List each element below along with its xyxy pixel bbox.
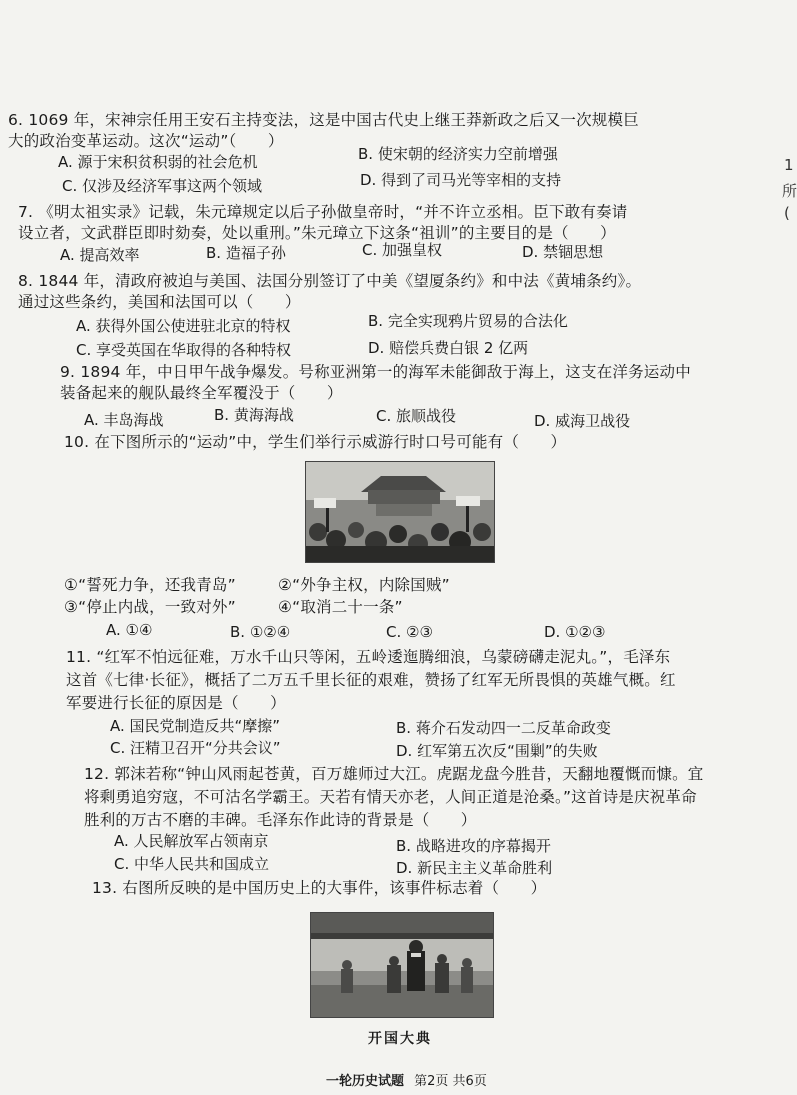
option-c: C. 仅涉及经济军事这两个领域 — [62, 177, 263, 195]
option-d: D. 威海卫战役 — [534, 412, 631, 430]
option-b: B. ①②④ — [230, 623, 291, 641]
question-stem: 9. 1894 年，中日甲午战争爆发。号称亚洲第一的海军未能御敌于海上，这支在洋务运动中 — [60, 363, 691, 381]
option-a: A. ①④ — [106, 621, 153, 639]
option-a: A. 源于宋积贫积弱的社会危机 — [58, 153, 258, 171]
page-number: 第2页 共6页 — [414, 1074, 487, 1089]
question-stem: 6. 1069 年，宋神宗任用王安石主持变法，这是中国古代史上继王莽新政之后又一次规模巨 — [8, 111, 639, 129]
option-a: A. 获得外国公使进驻北京的特权 — [76, 317, 291, 335]
option-a: A. 国民党制造反共“摩擦” — [110, 717, 281, 735]
question-stem: 12. 郭沫若称“钟山风雨起苍黄，百万雄师过大江。虎踞龙盘今胜昔，天翻地覆慨而慷。宜 — [84, 765, 704, 783]
option-d: D. 红军第五次反“围剿”的失败 — [396, 742, 598, 760]
option-b: B. 蒋介石发动四一二反革命政变 — [396, 719, 611, 737]
option-c: C. ②③ — [386, 623, 433, 641]
option-a: A. 提高效率 — [60, 246, 140, 264]
question-stem: 装备起来的舰队最终全军覆没于（ ） — [60, 384, 343, 402]
option-d: D. 禁锢思想 — [522, 243, 604, 261]
margin-char: 1 — [784, 156, 794, 174]
ceremony-photo-drawing — [311, 913, 493, 1017]
option-b: B. 战略进攻的序幕揭开 — [396, 837, 551, 855]
option-b: B. 黄海海战 — [214, 406, 294, 424]
option-a: A. 丰岛海战 — [84, 411, 164, 429]
option-d: D. 新民主主义革命胜利 — [396, 859, 553, 877]
question-stem: 10. 在下图所示的“运动”中，学生们举行示威游行时口号可能有（ ） — [64, 433, 567, 451]
option-b: B. 完全实现鸦片贸易的合法化 — [368, 312, 568, 330]
photo-caption: 开国大典 — [368, 1031, 432, 1047]
question-stem: 军要进行长征的原因是（ ） — [66, 694, 286, 712]
option-d: D. 赔偿兵费白银 2 亿两 — [368, 339, 529, 357]
statement-2: ②“外争主权，内除国贼” — [278, 576, 450, 594]
option-c: C. 享受英国在华取得的各种特权 — [76, 341, 292, 359]
question-stem: 13. 右图所反映的是中国历史上的大事件，该事件标志着（ ） — [92, 879, 547, 897]
exam-title: 一轮历史试题 — [326, 1074, 405, 1089]
question-stem: 11. “红军不怕远征难，万水千山只等闲，五岭逶迤腾细浪，乌蒙磅礴走泥丸。”，毛泽东 — [66, 648, 671, 666]
question-stem: 将剩勇追穷寇，不可沽名学霸王。天若有情天亦老，人间正道是沧桑。”这首诗是庆祝革命 — [84, 788, 697, 806]
question-stem: 大的政治变革运动。这次“运动”（ ） — [8, 132, 284, 150]
option-b: B. 造福子孙 — [206, 244, 286, 262]
option-c: C. 加强皇权 — [362, 241, 443, 259]
option-c: C. 汪精卫召开“分共会议” — [110, 739, 281, 757]
page-footer — [326, 1070, 487, 1089]
question-stem: 通过这些条约，美国和法国可以（ ） — [18, 293, 301, 311]
crowd-photo-drawing — [306, 462, 494, 562]
question-stem: 胜利的万古不磨的丰碑。毛泽东作此诗的背景是（ ） — [84, 811, 477, 829]
option-d: D. ①②③ — [544, 623, 606, 641]
statement-1: ①“誓死力争，还我青岛” — [64, 576, 236, 594]
option-c: C. 旅顺战役 — [376, 407, 457, 425]
question-stem: 7. 《明太祖实录》记载，朱元璋规定以后子孙做皇帝时，“并不许立丞相。臣下敢有奏请 — [18, 203, 628, 221]
margin-char: 所 — [782, 182, 797, 200]
question-stem: 8. 1844 年，清政府被迫与美国、法国分别签订了中美《望厦条约》和中法《黄埔条约》。 — [18, 272, 642, 290]
question-stem: 设立者，文武群臣即时劾奏，处以重刑。”朱元璋立下这条“祖训”的主要目的是（ ） — [18, 224, 616, 242]
option-d: D. 得到了司马光等宰相的支持 — [360, 171, 562, 189]
margin-char: ( — [784, 204, 790, 222]
statement-3: ③“停止内战，一致对外” — [64, 598, 236, 616]
option-c: C. 中华人民共和国成立 — [114, 855, 270, 873]
statement-4: ④“取消二十一条” — [278, 598, 403, 616]
option-a: A. 人民解放军占领南京 — [114, 832, 269, 850]
founding-ceremony-photo — [310, 912, 494, 1018]
option-b: B. 使宋朝的经济实力空前增强 — [358, 145, 558, 163]
may-fourth-photo — [305, 461, 495, 563]
question-stem: 这首《七律·长征》，概括了二万五千里长征的艰难，赞扬了红军无所畏惧的英雄气概。红 — [66, 671, 676, 689]
